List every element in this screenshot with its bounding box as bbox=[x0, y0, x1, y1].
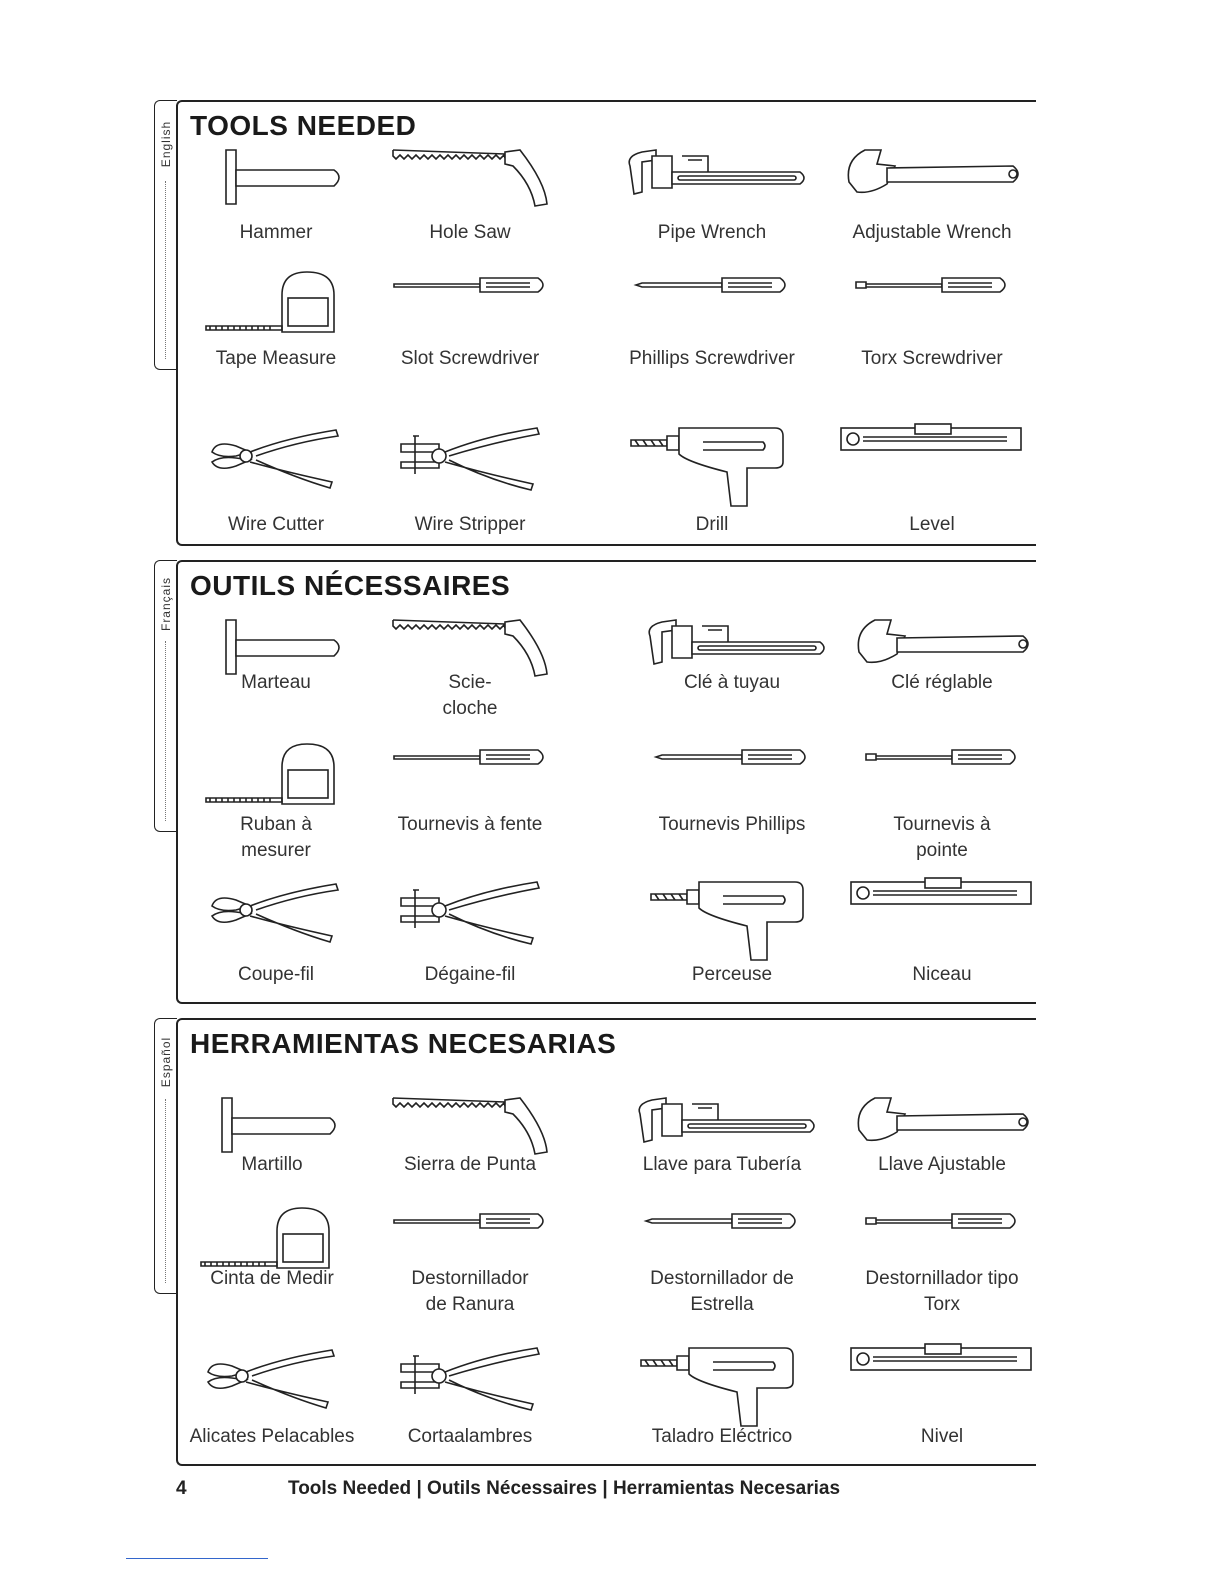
tool-label: Taladro Eléctrico bbox=[651, 1426, 793, 1447]
tool-item bbox=[370, 876, 570, 985]
tool-item bbox=[370, 742, 570, 835]
tool-label: Dégaine-fil bbox=[424, 964, 516, 985]
wire-cutter-icon bbox=[182, 1342, 362, 1412]
tool-item bbox=[202, 142, 350, 243]
wire-stripper-icon bbox=[370, 876, 570, 946]
tool-label: Level bbox=[909, 514, 955, 535]
tool-item bbox=[370, 1090, 570, 1175]
tool-label: Clé à tuyau bbox=[683, 672, 781, 693]
tool-label: Destornillador de Estrella bbox=[650, 1268, 794, 1315]
tool-label: Tournevis à fente bbox=[397, 814, 543, 835]
tool-label: Clé réglable bbox=[891, 672, 993, 693]
tool-label: Adjustable Wrench bbox=[852, 222, 1012, 243]
tool-label: Cortaalambres bbox=[407, 1426, 533, 1447]
adjustable-wrench-icon bbox=[832, 142, 1032, 202]
tape-measure-icon bbox=[202, 270, 350, 350]
tool-item bbox=[832, 612, 1052, 693]
tool-item bbox=[832, 876, 1052, 985]
torx-screwdriver-icon bbox=[832, 1206, 1052, 1236]
tool-label: Wire Cutter bbox=[227, 514, 325, 535]
hammer-icon bbox=[182, 1090, 362, 1160]
pipe-wrench-icon bbox=[602, 1090, 842, 1160]
language-tab bbox=[154, 100, 177, 370]
tool-item bbox=[832, 422, 1032, 535]
hammer-icon bbox=[202, 142, 350, 212]
tool-label: Scie- cloche bbox=[442, 672, 498, 719]
tool-label: Drill bbox=[695, 514, 729, 535]
tool-item bbox=[202, 270, 350, 369]
wire-stripper-icon bbox=[370, 422, 570, 492]
drill-icon bbox=[602, 422, 822, 512]
language-tab bbox=[154, 1018, 177, 1294]
tool-label: Hammer bbox=[239, 222, 313, 243]
tool-item bbox=[602, 142, 822, 243]
tool-label: Llave para Tubería bbox=[642, 1154, 802, 1175]
phillips-screwdriver-icon bbox=[602, 742, 862, 772]
adjustable-wrench-icon bbox=[832, 1090, 1052, 1150]
hole-saw-icon bbox=[370, 1090, 570, 1160]
link-underline bbox=[126, 1558, 268, 1559]
language-label: English bbox=[159, 120, 173, 168]
tool-item bbox=[370, 1206, 570, 1315]
tab-dotted-line bbox=[165, 181, 166, 359]
tool-item bbox=[182, 1342, 362, 1447]
tool-item bbox=[202, 876, 350, 985]
section-title: TOOLS NEEDED bbox=[190, 110, 417, 141]
tool-item bbox=[602, 1206, 842, 1315]
slot-screwdriver-icon bbox=[370, 742, 570, 772]
tool-label: Tournevis Phillips bbox=[658, 814, 806, 835]
tool-item bbox=[370, 612, 570, 719]
tool-label: Tape Measure bbox=[215, 348, 337, 369]
tool-item bbox=[202, 612, 350, 693]
level-icon bbox=[832, 422, 1032, 456]
torx-screwdriver-icon bbox=[832, 742, 1052, 772]
tool-label: Llave Ajustable bbox=[878, 1154, 1006, 1175]
tool-item bbox=[602, 270, 822, 369]
tool-item bbox=[832, 1206, 1052, 1315]
tool-item bbox=[832, 1090, 1052, 1175]
tools-section bbox=[176, 1018, 1036, 1466]
tool-item bbox=[832, 270, 1032, 369]
tab-dotted-line bbox=[165, 1099, 166, 1283]
tool-item bbox=[370, 142, 570, 243]
tool-label: Sierra de Punta bbox=[403, 1154, 537, 1175]
tool-label: Alicates Pelacables bbox=[189, 1426, 355, 1447]
tool-item bbox=[832, 1342, 1052, 1447]
tape-measure-icon bbox=[202, 742, 350, 822]
page-number: 4 bbox=[176, 1478, 187, 1499]
tool-item bbox=[370, 270, 570, 369]
language-tab bbox=[154, 560, 177, 832]
slot-screwdriver-icon bbox=[370, 270, 570, 300]
drill-icon bbox=[602, 876, 862, 966]
tool-label: Pipe Wrench bbox=[657, 222, 767, 243]
tool-label: Torx Screwdriver bbox=[861, 348, 1003, 369]
tool-label: Niceau bbox=[912, 964, 972, 985]
tool-item bbox=[370, 1342, 570, 1447]
tools-section bbox=[176, 560, 1036, 1004]
tool-label: Hole Saw bbox=[429, 222, 511, 243]
tool-label: Coupe-fil bbox=[237, 964, 315, 985]
drill-icon bbox=[602, 1342, 842, 1432]
torx-screwdriver-icon bbox=[832, 270, 1032, 300]
level-icon bbox=[832, 1342, 1052, 1376]
tool-item bbox=[602, 612, 862, 693]
tool-label: Ruban à mesurer bbox=[240, 814, 312, 861]
adjustable-wrench-icon bbox=[832, 612, 1052, 672]
tool-label: Wire Stripper bbox=[414, 514, 526, 535]
tool-item bbox=[202, 422, 350, 535]
tool-item bbox=[602, 1342, 842, 1447]
tool-item bbox=[370, 422, 570, 535]
language-label: Español bbox=[159, 1036, 173, 1088]
tool-item bbox=[832, 742, 1052, 861]
tool-item bbox=[202, 742, 350, 861]
level-icon bbox=[832, 876, 1052, 910]
tab-dotted-line bbox=[165, 641, 166, 821]
tools-section bbox=[176, 100, 1036, 546]
tool-item bbox=[832, 142, 1032, 243]
tool-label: Slot Screwdriver bbox=[400, 348, 540, 369]
tool-item bbox=[602, 1090, 842, 1175]
tool-item bbox=[182, 1090, 362, 1175]
tool-label: Destornillador de Ranura bbox=[411, 1268, 529, 1315]
tool-item bbox=[182, 1206, 362, 1289]
footer-text: Tools Needed | Outils Nécessaires | Herramientas Necesarias bbox=[288, 1478, 841, 1499]
wire-stripper-icon bbox=[370, 1342, 570, 1412]
tool-label: Cinta de Medir bbox=[210, 1268, 334, 1289]
pipe-wrench-icon bbox=[602, 142, 822, 212]
wire-cutter-icon bbox=[202, 422, 350, 492]
section-title: OUTILS NÉCESSAIRES bbox=[190, 570, 511, 601]
tool-label: Marteau bbox=[241, 672, 311, 693]
language-label: Français bbox=[159, 577, 173, 632]
hole-saw-icon bbox=[370, 142, 570, 212]
wire-cutter-icon bbox=[202, 876, 350, 946]
tool-label: Martillo bbox=[241, 1154, 303, 1175]
tool-item bbox=[602, 742, 862, 835]
tool-label: Nivel bbox=[920, 1426, 964, 1447]
tool-label: Tournevis à pointe bbox=[893, 814, 991, 861]
tool-label: Phillips Screwdriver bbox=[629, 348, 795, 369]
tool-label: Destornillador tipo Torx bbox=[865, 1268, 1019, 1315]
section-title: HERRAMIENTAS NECESARIAS bbox=[190, 1028, 617, 1059]
phillips-screwdriver-icon bbox=[602, 270, 822, 300]
slot-screwdriver-icon bbox=[370, 1206, 570, 1236]
phillips-screwdriver-icon bbox=[602, 1206, 842, 1236]
tool-label: Perceuse bbox=[691, 964, 773, 985]
tool-item bbox=[602, 422, 822, 535]
tool-item bbox=[602, 876, 862, 985]
